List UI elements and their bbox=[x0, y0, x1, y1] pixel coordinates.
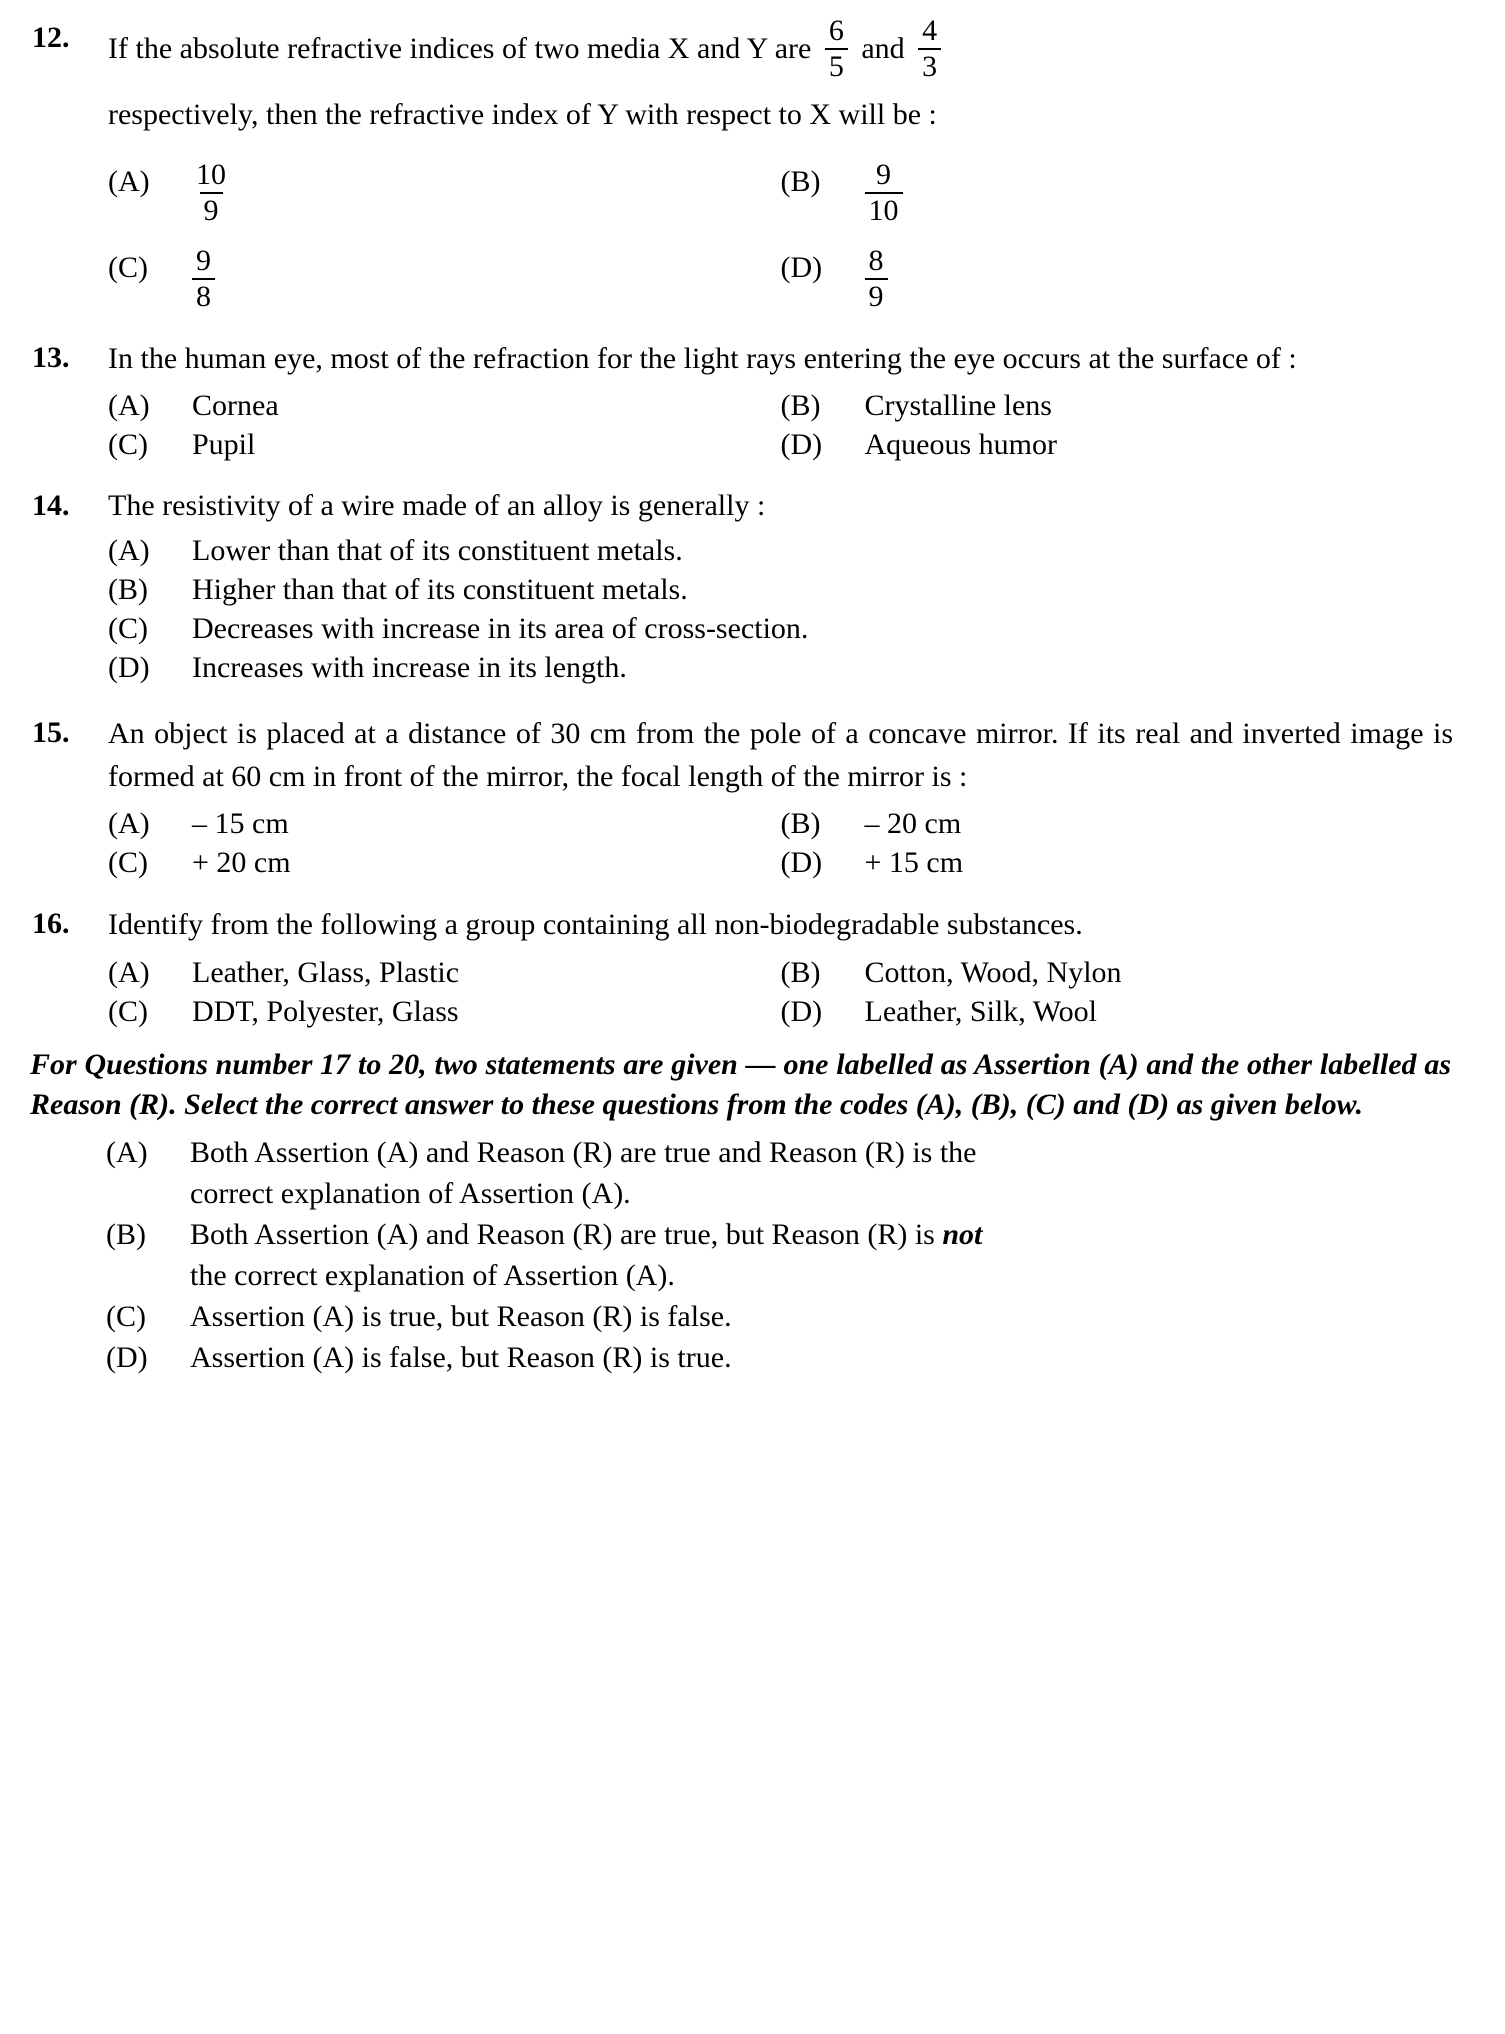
fraction-denominator: 3 bbox=[918, 48, 941, 82]
option-text: Crystalline lens bbox=[864, 389, 1052, 423]
option-text: Increases with increase in its length. bbox=[192, 651, 627, 685]
option-text: Leather, Glass, Plastic bbox=[192, 955, 460, 989]
option-fraction-10-over-9 bbox=[192, 157, 230, 227]
option-tag: (B) bbox=[780, 164, 821, 198]
option-text-line1: Assertion (A) is false, but Reason (R) is true. bbox=[190, 1340, 732, 1374]
option-14-a[interactable] bbox=[108, 531, 1453, 570]
question-stem-13: In the human eye, most of the refraction for the light rays entering the eye occurs at the surface of : bbox=[108, 341, 1297, 375]
option-text: Lower than that of its constituent metals. bbox=[192, 534, 683, 568]
option-text-line1-pre: Both Assertion (A) and Reason (R) are true, but Reason (R) is bbox=[190, 1217, 943, 1251]
fraction-numerator: 4 bbox=[922, 14, 938, 48]
fraction-denominator: 9 bbox=[200, 192, 223, 226]
fraction-denominator: 8 bbox=[192, 278, 215, 312]
options-15 bbox=[108, 804, 1453, 882]
question-number-13: 13. bbox=[32, 340, 70, 374]
option-13-d[interactable] bbox=[781, 425, 1454, 464]
spacer bbox=[30, 1031, 1453, 1045]
assertion-reason-options bbox=[30, 1133, 1453, 1377]
option-tag: (C) bbox=[106, 1299, 146, 1333]
option-text-emphasis: not bbox=[942, 1217, 983, 1251]
question-number-12: 12. bbox=[32, 21, 70, 54]
option-text-continuation bbox=[106, 1174, 1453, 1213]
option-text: DDT, Polyester, Glass bbox=[192, 994, 459, 1028]
option-tag: (D) bbox=[780, 994, 823, 1028]
fraction-numerator: 6 bbox=[828, 14, 844, 48]
option-text: Aqueous humor bbox=[864, 428, 1057, 462]
option-12-c[interactable] bbox=[108, 243, 781, 314]
option-16-d[interactable] bbox=[781, 992, 1454, 1031]
option-tag: (D) bbox=[780, 846, 823, 880]
question-block-15 bbox=[30, 713, 1453, 882]
option-14-c[interactable] bbox=[108, 609, 1453, 648]
option-tag: (D) bbox=[780, 250, 823, 284]
option-16-a[interactable] bbox=[108, 953, 781, 992]
option-tag: (D) bbox=[106, 1340, 148, 1374]
fraction-denominator: 10 bbox=[865, 192, 903, 226]
option-row-cd-12 bbox=[108, 238, 1453, 324]
question-block-14 bbox=[30, 486, 1453, 687]
assertion-reason-option-b[interactable] bbox=[106, 1215, 1453, 1295]
question-stem-15: An object is placed at a distance of 30 cm from the pole of a concave mirror. If its real and inverted image is formed at 60 cm in front of the mirror, the focal length of the mirror is : bbox=[108, 717, 1453, 793]
option-12-a[interactable] bbox=[108, 157, 781, 228]
fraction-4-over-3 bbox=[918, 16, 941, 82]
option-14-d[interactable] bbox=[108, 648, 1453, 687]
fraction-numerator: 10 bbox=[196, 157, 226, 191]
option-tag: (A) bbox=[108, 164, 150, 198]
option-row-ab-15 bbox=[108, 804, 1453, 843]
option-12-b[interactable] bbox=[780, 157, 1454, 228]
option-15-c[interactable] bbox=[108, 843, 781, 882]
option-tag: (B) bbox=[780, 807, 821, 841]
option-row-a-14 bbox=[108, 531, 1453, 570]
option-13-b[interactable] bbox=[781, 386, 1454, 425]
option-tag: (B) bbox=[106, 1217, 146, 1251]
option-13-c[interactable] bbox=[108, 425, 781, 464]
question-number-16: 16. bbox=[32, 907, 70, 941]
question-block-13 bbox=[30, 338, 1453, 465]
fraction-6-over-5 bbox=[825, 16, 848, 82]
option-tag: (A) bbox=[108, 389, 150, 423]
option-15-a[interactable] bbox=[108, 804, 781, 843]
option-tag: (A) bbox=[106, 1135, 148, 1169]
option-row-ab-16 bbox=[108, 953, 1453, 992]
option-fraction-8-over-9 bbox=[865, 243, 888, 313]
option-text: Cornea bbox=[192, 389, 279, 423]
option-text: Leather, Silk, Wool bbox=[864, 994, 1097, 1028]
option-tag: (C) bbox=[108, 846, 148, 880]
question-stem-12 bbox=[108, 14, 1453, 146]
option-text-continuation bbox=[106, 1256, 1453, 1295]
option-fraction-9-over-8 bbox=[192, 243, 215, 313]
option-text: – 20 cm bbox=[864, 807, 962, 841]
assertion-reason-instruction: For Questions number 17 to 20, two statements are given — one labelled as Assertion (A) and the other labelled as Reason (R). Select the correct answer to these questions from the codes (A), (B), (C) and (D) as given below. bbox=[30, 1047, 1451, 1121]
question-number-15: 15. bbox=[32, 716, 70, 750]
option-13-a[interactable] bbox=[108, 386, 781, 425]
option-text: + 20 cm bbox=[192, 846, 291, 880]
option-text-line2: the correct explanation of Assertion (A). bbox=[190, 1258, 675, 1292]
question-stem-14: The resistivity of a wire made of an alloy is generally : bbox=[108, 489, 766, 523]
option-text-line1: Both Assertion (A) and Reason (R) are true and Reason (R) is the bbox=[190, 1135, 977, 1169]
option-15-d[interactable] bbox=[781, 843, 1454, 882]
option-tag: (B) bbox=[780, 955, 821, 989]
option-16-b[interactable] bbox=[781, 953, 1454, 992]
question-stem-12-part2: respectively, then the refractive index of Y with respect to X will be : bbox=[108, 98, 937, 132]
option-row-c-14 bbox=[108, 609, 1453, 648]
option-row-d-14 bbox=[108, 648, 1453, 687]
option-tag: (C) bbox=[108, 994, 148, 1028]
option-14-b[interactable] bbox=[108, 570, 1453, 609]
option-text-line1 bbox=[190, 1215, 1453, 1254]
option-text-line1: Assertion (A) is true, but Reason (R) is false. bbox=[190, 1299, 732, 1333]
option-tag: (A) bbox=[108, 807, 150, 841]
question-block-12 bbox=[30, 14, 1453, 324]
question-stem-12-part1: If the absolute refractive indices of two media X and Y are bbox=[108, 32, 812, 65]
option-tag: (D) bbox=[108, 651, 150, 685]
option-text: Decreases with increase in its area of cross-section. bbox=[192, 612, 809, 646]
option-tag: (D) bbox=[780, 428, 823, 462]
option-15-b[interactable] bbox=[781, 804, 1454, 843]
question-number-14: 14. bbox=[32, 489, 70, 523]
assertion-reason-option-a[interactable] bbox=[106, 1133, 1453, 1213]
spacer bbox=[30, 882, 1453, 904]
option-row-ab-12 bbox=[108, 152, 1453, 238]
option-row-cd-13 bbox=[108, 425, 1453, 464]
option-tag: (C) bbox=[108, 428, 148, 462]
option-row-b-14 bbox=[108, 570, 1453, 609]
option-text: – 15 cm bbox=[192, 807, 289, 841]
option-tag: (B) bbox=[108, 573, 148, 607]
option-row-cd-15 bbox=[108, 843, 1453, 882]
question-stem-12-and: and bbox=[861, 32, 905, 65]
options-12 bbox=[108, 152, 1453, 324]
question-body-12 bbox=[108, 14, 1453, 324]
question-block-16 bbox=[30, 904, 1453, 1031]
option-text: Higher than that of its constituent metals. bbox=[192, 573, 688, 607]
option-tag: (A) bbox=[108, 534, 150, 568]
fraction-numerator: 9 bbox=[196, 243, 211, 277]
question-stem-16: Identify from the following a group containing all non-biodegradable substances. bbox=[108, 908, 1083, 942]
assertion-reason-section bbox=[30, 1045, 1453, 1377]
option-tag: (A) bbox=[108, 955, 150, 989]
spacer bbox=[30, 464, 1453, 486]
option-16-c[interactable] bbox=[108, 992, 781, 1031]
assertion-reason-option-d[interactable] bbox=[106, 1338, 1453, 1377]
spacer bbox=[30, 687, 1453, 713]
option-text: Cotton, Wood, Nylon bbox=[864, 955, 1122, 989]
options-16 bbox=[108, 953, 1453, 1031]
option-12-d[interactable] bbox=[780, 243, 1454, 314]
option-tag: (C) bbox=[108, 250, 148, 284]
question-body-14 bbox=[108, 486, 1453, 687]
options-14 bbox=[108, 531, 1453, 687]
question-body-13 bbox=[108, 338, 1453, 465]
fraction-denominator: 9 bbox=[865, 278, 888, 312]
option-tag: (B) bbox=[780, 389, 821, 423]
option-row-cd-16 bbox=[108, 992, 1453, 1031]
option-tag: (C) bbox=[108, 612, 148, 646]
options-13 bbox=[108, 386, 1453, 464]
option-row-ab-13 bbox=[108, 386, 1453, 425]
question-body-15 bbox=[108, 713, 1453, 882]
option-text: + 15 cm bbox=[864, 846, 964, 880]
assertion-reason-option-c[interactable] bbox=[106, 1297, 1453, 1336]
option-fraction-9-over-10 bbox=[865, 157, 903, 227]
fraction-numerator: 8 bbox=[868, 243, 884, 277]
fraction-denominator: 5 bbox=[825, 48, 848, 82]
option-text: Pupil bbox=[192, 428, 256, 462]
fraction-numerator: 9 bbox=[876, 157, 891, 191]
spacer bbox=[30, 324, 1453, 338]
option-text-line2: correct explanation of Assertion (A). bbox=[190, 1176, 631, 1210]
question-body-16 bbox=[108, 904, 1453, 1031]
